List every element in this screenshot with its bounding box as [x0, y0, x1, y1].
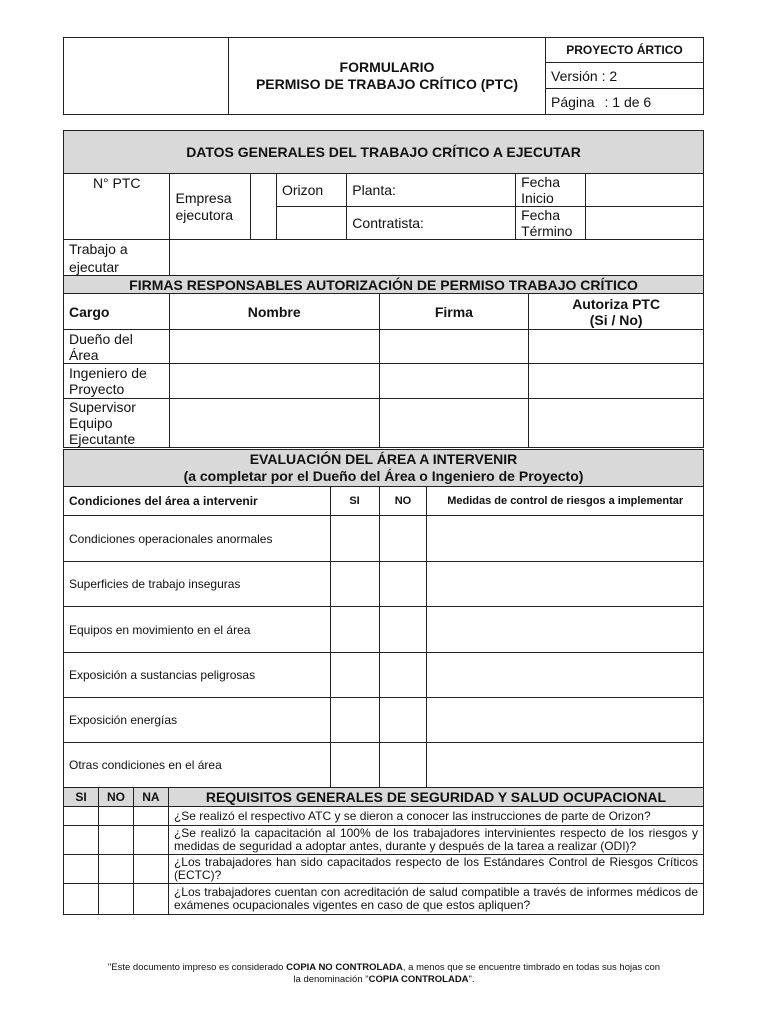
doc-title: PERMISO DE TRABAJO CRÍTICO (PTC)	[255, 76, 519, 92]
footer-bold-2: COPIA CONTROLADA	[368, 974, 469, 985]
firma-row-autoriza[interactable]	[529, 364, 704, 399]
firma-row-firma[interactable]	[379, 399, 529, 448]
autoriza-header-line2: (Si / No)	[589, 311, 643, 328]
firma-row-firma[interactable]	[379, 364, 529, 399]
footer-line1	[0, 962, 768, 974]
company-logo	[64, 38, 229, 115]
autoriza-header	[529, 294, 704, 330]
nombre-header: Nombre	[169, 294, 379, 330]
footer-text-3: la denominación "	[293, 974, 369, 985]
condicion-medidas[interactable]	[427, 743, 704, 788]
header-table	[63, 37, 704, 115]
evaluacion-section-title	[64, 450, 704, 487]
condicion-no[interactable]	[379, 562, 427, 607]
medidas-header: Medidas de control de riesgos a implementar	[427, 487, 704, 516]
firma-row-label: Supervisor Equipo Ejecutante	[64, 399, 170, 448]
version-cell	[546, 63, 704, 89]
condicion-label: Equipos en movimiento en el área	[64, 607, 331, 653]
empresa-label: Empresa ejecutora	[170, 174, 250, 240]
version-label: Versión :	[551, 67, 606, 84]
fecha-inicio-label: Fecha Inicio	[516, 174, 586, 207]
firmas-table	[63, 275, 704, 448]
condicion-si[interactable]	[330, 607, 379, 653]
page-value: : 1 de 6	[604, 93, 652, 110]
firma-row-nombre[interactable]	[169, 399, 379, 448]
req-na[interactable]	[133, 807, 168, 826]
condicion-no[interactable]	[379, 516, 427, 562]
contratista-check-cell[interactable]	[276, 207, 346, 240]
requisito-text: ¿Se realizó la capacitación al 100% de los trabajadores intervinientes respecto de los riesgos y medidas de seguridad a adoptar antes, durante y después de la tarea a realizar (ODI)?	[168, 826, 703, 855]
requisitos-table	[63, 787, 704, 915]
fecha-termino-field[interactable]	[586, 207, 704, 240]
condicion-medidas[interactable]	[427, 516, 704, 562]
condicion-si[interactable]	[330, 743, 379, 788]
req-si[interactable]	[64, 807, 99, 826]
firma-row-autoriza[interactable]	[529, 399, 704, 448]
no-header: NO	[379, 487, 427, 516]
condicion-label: Exposición energías	[64, 698, 331, 743]
requisitos-section-title: REQUISITOS GENERALES DE SEGURIDAD Y SALUD OCUPACIONAL	[168, 788, 703, 807]
condicion-si[interactable]	[330, 698, 379, 743]
req-na[interactable]	[133, 826, 168, 855]
footer-line2	[0, 974, 768, 986]
req-na[interactable]	[133, 884, 168, 915]
footer-text-1: "Este documento impreso es considerado	[107, 962, 287, 973]
footer-text-2: , a menos que se encuentre timbrado en todas sus hojas con	[402, 962, 661, 973]
general-section-title: DATOS GENERALES DEL TRABAJO CRÍTICO A EJECUTAR	[64, 131, 704, 174]
condicion-medidas[interactable]	[427, 698, 704, 743]
fecha-inicio-field[interactable]	[586, 174, 704, 207]
doc-title-cell	[229, 38, 546, 115]
req-si[interactable]	[64, 826, 99, 855]
req-si[interactable]	[64, 884, 99, 915]
condicion-label: Superficies de trabajo inseguras	[64, 562, 331, 607]
req-no[interactable]	[98, 826, 133, 855]
req-no[interactable]	[98, 855, 133, 884]
firma-row-firma[interactable]	[379, 330, 529, 364]
req-na[interactable]	[133, 855, 168, 884]
req-no-header: NO	[98, 788, 133, 807]
trabajo-field[interactable]	[170, 240, 704, 277]
firmas-section-title: FIRMAS RESPONSABLES AUTORIZACIÓN DE PERMISO TRABAJO CRÍTICO	[64, 276, 704, 294]
version-value: 2	[609, 67, 618, 84]
req-no[interactable]	[98, 807, 133, 826]
condicion-no[interactable]	[379, 698, 427, 743]
trabajo-label: Trabajo a ejecutar	[64, 240, 170, 277]
condicion-label: Exposición a sustancias peligrosas	[64, 653, 331, 698]
empresa-check-cell[interactable]	[250, 174, 276, 240]
si-header: SI	[330, 487, 379, 516]
footer-bold-1: COPIA NO CONTROLADA	[286, 962, 403, 973]
ptc-number-label: N° PTC	[64, 174, 170, 240]
planta-field[interactable]: Planta:	[347, 174, 516, 207]
firma-row-nombre[interactable]	[169, 364, 379, 399]
condicion-no[interactable]	[379, 743, 427, 788]
footer-text-4: ".	[468, 974, 475, 985]
general-table	[63, 130, 704, 277]
req-na-header: NA	[133, 788, 168, 807]
condicion-label: Condiciones operacionales anormales	[64, 516, 331, 562]
contratista-field[interactable]: Contratista:	[347, 207, 516, 240]
project-name: PROYECTO ÁRTICO	[546, 38, 704, 63]
firma-row-autoriza[interactable]	[529, 330, 704, 364]
condicion-medidas[interactable]	[427, 562, 704, 607]
condicion-no[interactable]	[379, 607, 427, 653]
condicion-medidas[interactable]	[427, 653, 704, 698]
footer-disclaimer	[0, 962, 768, 986]
firma-header: Firma	[379, 294, 529, 330]
condicion-label: Otras condiciones en el área	[64, 743, 331, 788]
evaluacion-table	[63, 449, 704, 788]
requisito-text: ¿Los trabajadores cuentan con acreditación de salud compatible a través de informes médicos de exámenes ocupacionales vigentes en caso de que estos apliquen?	[168, 884, 703, 915]
condicion-si[interactable]	[330, 562, 379, 607]
orizon-label: Orizon	[276, 174, 346, 207]
firma-row-label: Dueño del Área	[64, 330, 170, 364]
firma-row-label: Ingeniero de Proyecto	[64, 364, 170, 399]
requisito-text: ¿Los trabajadores han sido capacitados respecto de los Estándares Control de Riesgos Críticos (ECTC)?	[168, 855, 703, 884]
evaluacion-title-line1: EVALUACIÓN DEL ÁREA A INTERVENIR	[249, 451, 518, 467]
condicion-medidas[interactable]	[427, 607, 704, 653]
page-cell	[546, 89, 704, 115]
autoriza-header-line1: Autoriza PTC	[572, 295, 661, 312]
req-no[interactable]	[98, 884, 133, 915]
firma-row-nombre[interactable]	[169, 330, 379, 364]
evaluacion-title-line2: (a completar por el Dueño del Área o Ingeniero de Proyecto)	[183, 468, 584, 484]
fecha-termino-label: Fecha Término	[516, 207, 586, 240]
req-si[interactable]	[64, 855, 99, 884]
requisito-text: ¿Se realizó el respectivo ATC y se dieron a conocer las instrucciones de parte de Orizon?	[168, 807, 703, 826]
cargo-header: Cargo	[64, 294, 170, 330]
condicion-si[interactable]	[330, 516, 379, 562]
condicion-no[interactable]	[379, 653, 427, 698]
req-si-header: SI	[64, 788, 99, 807]
condiciones-header: Condiciones del área a intervenir	[64, 487, 331, 516]
condicion-si[interactable]	[330, 653, 379, 698]
doc-type: FORMULARIO	[339, 59, 435, 75]
page-label: Página	[551, 93, 595, 110]
